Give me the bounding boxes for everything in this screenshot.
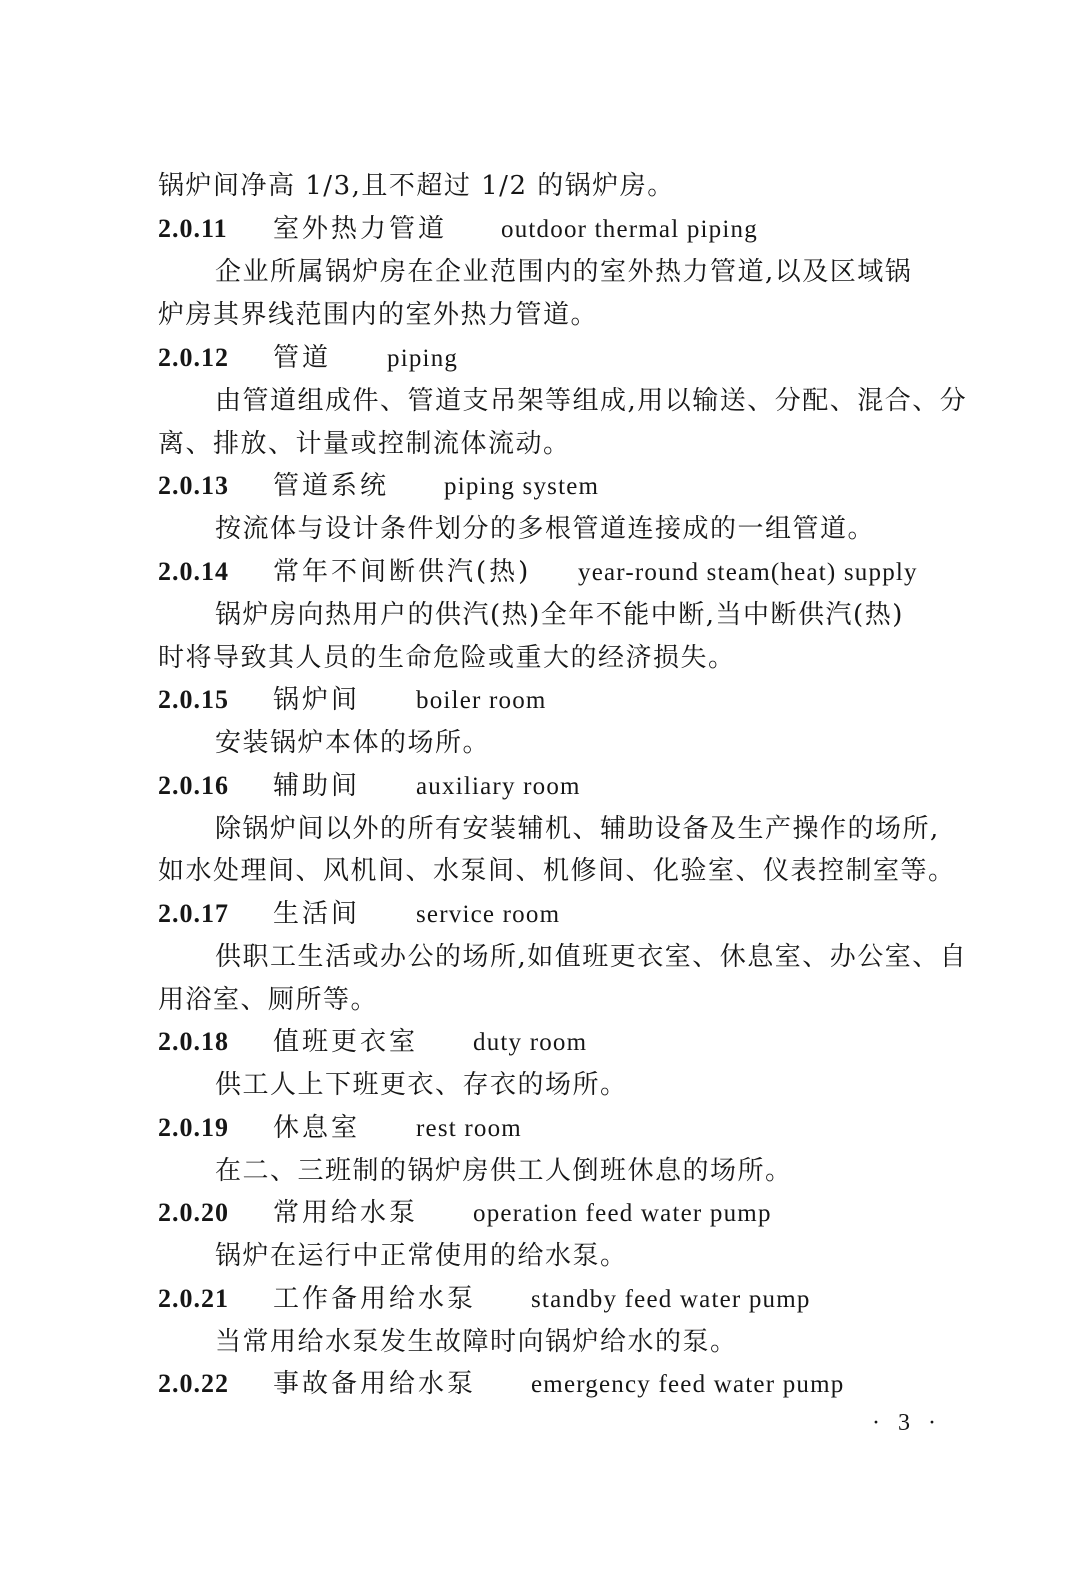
term-number: 2.0.20 <box>158 1198 229 1227</box>
term-heading-2-0-18 <box>158 1024 587 1061</box>
term-heading-2-0-17 <box>158 896 560 933</box>
term-chinese: 锅炉间 <box>273 685 361 715</box>
term-chinese: 常用给水泵 <box>273 1198 419 1228</box>
term-english: auxiliary room <box>416 773 581 800</box>
term-english: service room <box>416 901 561 928</box>
term-chinese: 常年不间断供汽(热) <box>273 557 532 587</box>
term-desc-line: 企业所属锅炉房在企业范围内的室外热力管道,以及区域锅 <box>215 257 913 287</box>
term-desc-line: 时将导致其人员的生命危险或重大的经济损失。 <box>158 643 736 673</box>
term-number: 2.0.18 <box>158 1027 229 1056</box>
term-heading-2-0-15 <box>158 682 547 719</box>
term-chinese: 管道 <box>273 343 332 373</box>
term-heading-2-0-22 <box>158 1366 844 1403</box>
term-number: 2.0.12 <box>158 343 229 372</box>
term-heading-2-0-19 <box>158 1110 522 1147</box>
term-english: boiler room <box>416 687 547 714</box>
term-desc-line: 锅炉在运行中正常使用的给水泵。 <box>215 1241 628 1271</box>
term-desc-line: 锅炉房向热用户的供汽(热)全年不能中断,当中断供汽(热) <box>215 600 904 630</box>
term-english: rest room <box>416 1115 522 1142</box>
term-desc-line: 供职工生活或办公的场所,如值班更衣室、休息室、办公室、自 <box>215 942 968 972</box>
term-number: 2.0.19 <box>158 1113 229 1142</box>
term-number: 2.0.22 <box>158 1369 229 1398</box>
term-number: 2.0.14 <box>158 557 229 586</box>
term-english: emergency feed water pump <box>531 1371 845 1398</box>
term-desc-line: 当常用给水泵发生故障时向锅炉给水的泵。 <box>215 1327 738 1357</box>
term-desc-line: 在二、三班制的锅炉房供工人倒班休息的场所。 <box>215 1156 793 1186</box>
term-desc-line: 除锅炉间以外的所有安装辅机、辅助设备及生产操作的场所, <box>215 814 940 844</box>
term-number: 2.0.13 <box>158 471 229 500</box>
term-chinese: 值班更衣室 <box>273 1027 419 1057</box>
term-heading-2-0-12 <box>158 340 458 377</box>
term-desc-line: 安装锅炉本体的场所。 <box>215 728 491 758</box>
term-chinese: 事故备用给水泵 <box>273 1369 477 1399</box>
term-chinese: 工作备用给水泵 <box>273 1284 477 1314</box>
term-desc-line: 离、排放、计量或控制流体流动。 <box>158 429 571 459</box>
term-english: standby feed water pump <box>531 1286 811 1313</box>
term-number: 2.0.17 <box>158 899 229 928</box>
term-english: year-round steam(heat) supply <box>578 559 918 586</box>
term-english: piping system <box>444 473 600 500</box>
term-desc-line: 按流体与设计条件划分的多根管道连接成的一组管道。 <box>215 514 876 544</box>
term-chinese: 管道系统 <box>273 471 390 501</box>
term-chinese: 辅助间 <box>273 771 361 801</box>
term-desc-line: 炉房其界线范围内的室外热力管道。 <box>158 300 599 330</box>
term-english: piping <box>387 345 459 372</box>
term-chinese: 休息室 <box>273 1113 361 1143</box>
term-number: 2.0.15 <box>158 685 229 714</box>
term-heading-2-0-11 <box>158 211 758 248</box>
term-desc-line: 如水处理间、风机间、水泵间、机修间、化验室、仪表控制室等。 <box>158 856 956 886</box>
term-english: duty room <box>473 1029 588 1056</box>
page-number: · 3 · <box>872 1410 942 1436</box>
term-heading-2-0-13 <box>158 468 599 505</box>
term-number: 2.0.21 <box>158 1284 229 1313</box>
term-chinese: 室外热力管道 <box>273 214 448 244</box>
term-heading-2-0-14 <box>158 554 918 591</box>
term-chinese: 生活间 <box>273 899 361 929</box>
term-english: operation feed water pump <box>473 1200 772 1227</box>
term-heading-2-0-20 <box>158 1195 772 1232</box>
term-number: 2.0.16 <box>158 771 229 800</box>
term-heading-2-0-16 <box>158 768 581 805</box>
intro-line: 锅炉间净高 1/3,且不超过 1/2 的锅炉房。 <box>158 171 675 201</box>
term-desc-line: 用浴室、厕所等。 <box>158 985 379 1015</box>
term-desc-line: 由管道组成件、管道支吊架等组成,用以输送、分配、混合、分 <box>215 386 968 416</box>
term-heading-2-0-21 <box>158 1281 811 1318</box>
term-english: outdoor thermal piping <box>501 216 758 243</box>
term-desc-line: 供工人上下班更衣、存衣的场所。 <box>215 1070 628 1100</box>
term-number: 2.0.11 <box>158 214 228 243</box>
